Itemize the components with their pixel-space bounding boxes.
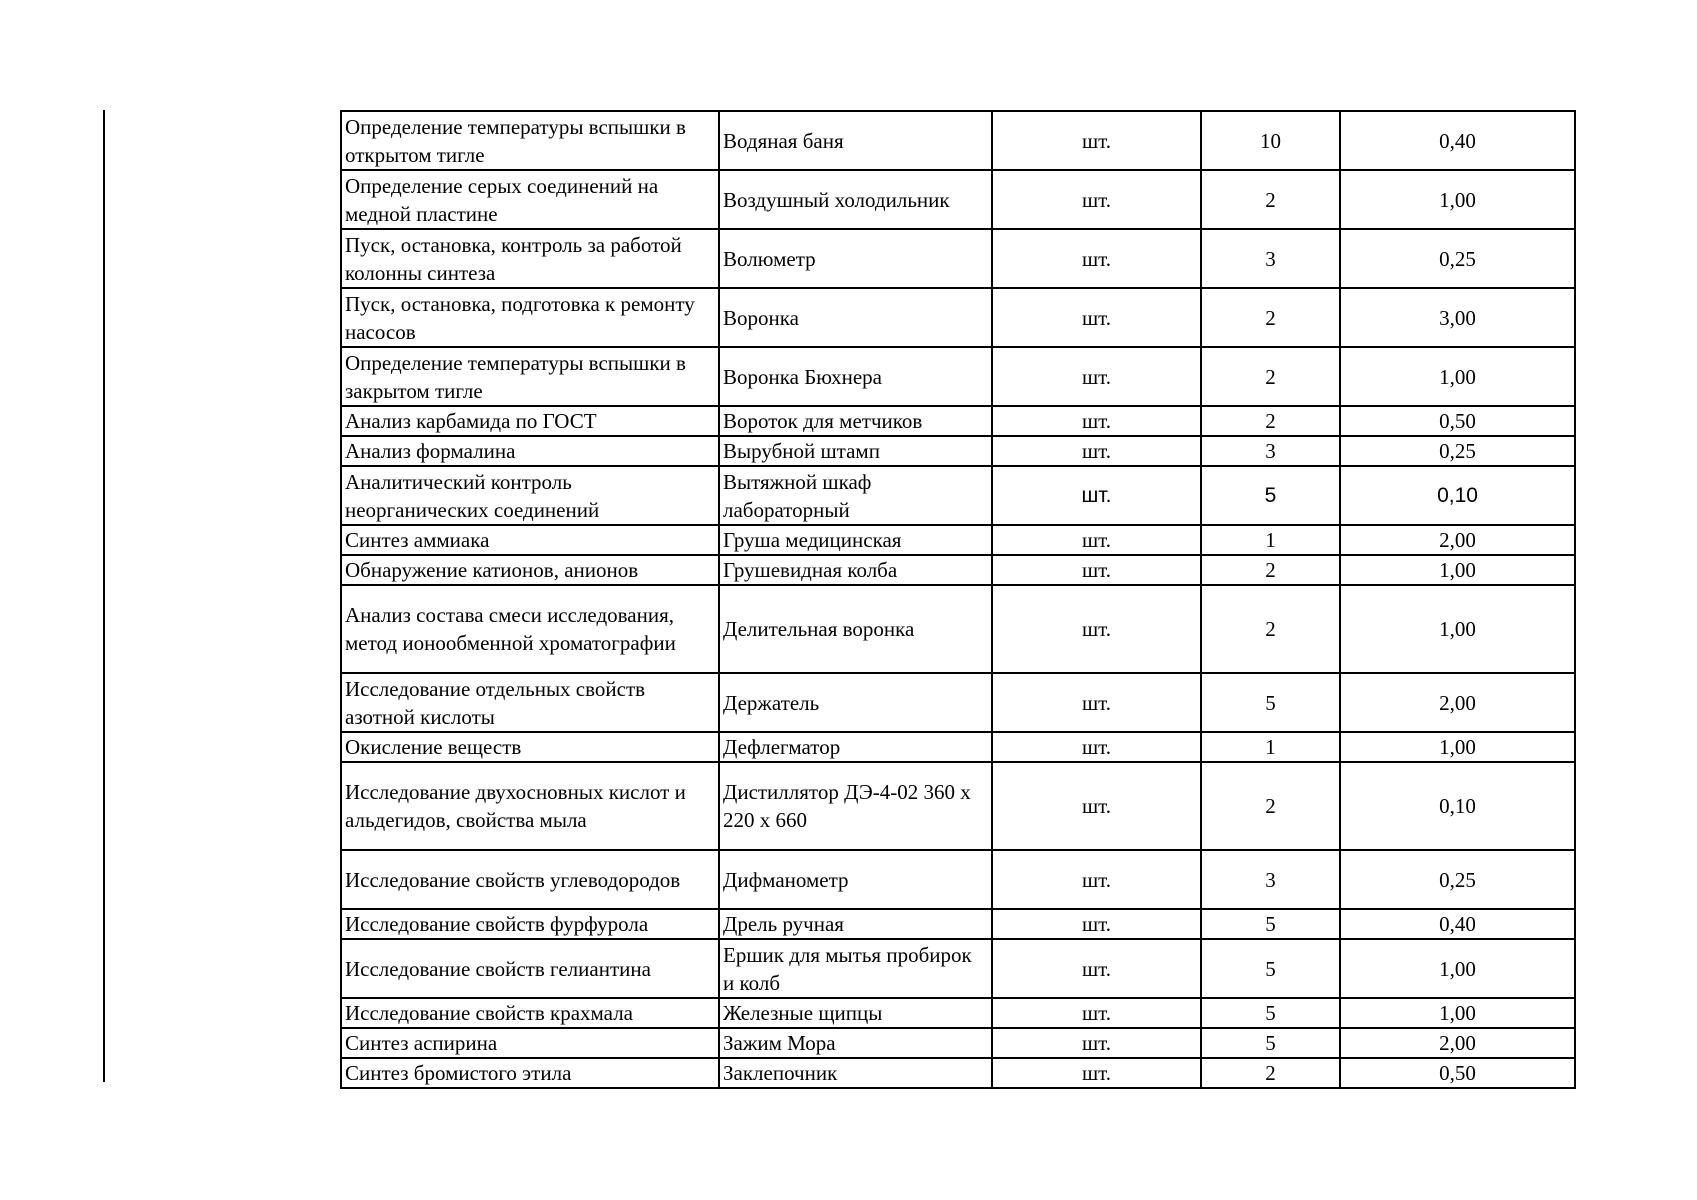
table-row (341, 673, 1575, 732)
qty-cell: 2 (1201, 170, 1340, 229)
unit-cell: шт. (992, 347, 1201, 406)
hours-cell: 2,00 (1340, 673, 1575, 732)
unit-cell: шт. (992, 466, 1201, 525)
hours-cell: 0,40 (1340, 909, 1575, 939)
page-margin-rule (103, 110, 105, 1082)
qty-cell: 2 (1201, 555, 1340, 585)
hours-cell: 1,00 (1340, 939, 1575, 998)
item-cell: Волюметр (719, 229, 992, 288)
unit-cell: шт. (992, 555, 1201, 585)
qty-cell: 5 (1201, 1028, 1340, 1058)
unit-cell: шт. (992, 1058, 1201, 1088)
hours-cell: 0,50 (1340, 1058, 1575, 1088)
qty-cell: 1 (1201, 732, 1340, 762)
work-cell: Обнаружение катионов, анионов (341, 555, 719, 585)
work-cell: Определение температуры вспышки в закрытом тигле (341, 347, 719, 406)
unit-cell: шт. (992, 1028, 1201, 1058)
work-cell: Синтез аспирина (341, 1028, 719, 1058)
hours-cell: 0,50 (1340, 406, 1575, 436)
table-row (341, 850, 1575, 909)
unit-cell: шт. (992, 850, 1201, 909)
item-cell: Воронка Бюхнера (719, 347, 992, 406)
item-cell: Ершик для мытья пробирок и колб (719, 939, 992, 998)
table-row (341, 909, 1575, 939)
hours-cell: 0,25 (1340, 436, 1575, 466)
item-cell: Дрель ручная (719, 909, 992, 939)
unit-cell: шт. (992, 909, 1201, 939)
table-row (341, 939, 1575, 998)
item-cell: Дифманометр (719, 850, 992, 909)
hours-cell: 1,00 (1340, 170, 1575, 229)
item-cell: Зажим Мора (719, 1028, 992, 1058)
work-cell: Определение серых соединений на медной пластине (341, 170, 719, 229)
item-cell: Грушевидная колба (719, 555, 992, 585)
hours-cell: 3,00 (1340, 288, 1575, 347)
item-cell: Воронка (719, 288, 992, 347)
qty-cell: 3 (1201, 436, 1340, 466)
table-row (341, 585, 1575, 673)
table-row (341, 732, 1575, 762)
table-row (341, 229, 1575, 288)
hours-cell: 1,00 (1340, 347, 1575, 406)
item-cell: Железные щипцы (719, 998, 992, 1028)
qty-cell: 3 (1201, 850, 1340, 909)
qty-cell: 2 (1201, 347, 1340, 406)
table-row (341, 347, 1575, 406)
item-cell: Воздушный холодильник (719, 170, 992, 229)
unit-cell: шт. (992, 170, 1201, 229)
item-cell: Делительная воронка (719, 585, 992, 673)
table-row (341, 1058, 1575, 1088)
table-row (341, 466, 1575, 525)
unit-cell: шт. (992, 585, 1201, 673)
work-cell: Синтез бромистого этила (341, 1058, 719, 1088)
item-cell: Дистиллятор ДЭ-4-02 360 х 220 х 660 (719, 762, 992, 850)
hours-cell: 0,40 (1340, 111, 1575, 170)
hours-cell: 2,00 (1340, 525, 1575, 555)
table-row (341, 170, 1575, 229)
qty-cell: 5 (1201, 466, 1340, 525)
table-row (341, 436, 1575, 466)
table-row (341, 555, 1575, 585)
qty-cell: 10 (1201, 111, 1340, 170)
hours-cell: 1,00 (1340, 555, 1575, 585)
table-row (341, 525, 1575, 555)
hours-cell: 0,25 (1340, 850, 1575, 909)
unit-cell: шт. (992, 673, 1201, 732)
qty-cell: 5 (1201, 673, 1340, 732)
work-cell: Исследование отдельных свойств азотной кислоты (341, 673, 719, 732)
work-cell: Исследование свойств гелиантина (341, 939, 719, 998)
work-cell: Анализ состава смеси исследования, метод ионообменной хроматографии (341, 585, 719, 673)
hours-cell: 1,00 (1340, 585, 1575, 673)
item-cell: Вытяжной шкаф лабораторный (719, 466, 992, 525)
qty-cell: 2 (1201, 585, 1340, 673)
hours-cell: 1,00 (1340, 732, 1575, 762)
work-cell: Аналитический контроль неорганических соединений (341, 466, 719, 525)
hours-cell: 2,00 (1340, 1028, 1575, 1058)
unit-cell: шт. (992, 111, 1201, 170)
item-cell: Водяная баня (719, 111, 992, 170)
hours-cell: 0,10 (1340, 466, 1575, 525)
unit-cell: шт. (992, 229, 1201, 288)
hours-cell: 1,00 (1340, 998, 1575, 1028)
qty-cell: 3 (1201, 229, 1340, 288)
work-cell: Определение температуры вспышки в открытом тигле (341, 111, 719, 170)
work-cell: Исследование свойств фурфурола (341, 909, 719, 939)
table-row (341, 111, 1575, 170)
table-row (341, 406, 1575, 436)
item-cell: Заклепочник (719, 1058, 992, 1088)
table-row (341, 1028, 1575, 1058)
unit-cell: шт. (992, 762, 1201, 850)
table-row (341, 998, 1575, 1028)
work-cell: Пуск, остановка, контроль за работой колонны синтеза (341, 229, 719, 288)
qty-cell: 2 (1201, 762, 1340, 850)
qty-cell: 5 (1201, 909, 1340, 939)
unit-cell: шт. (992, 525, 1201, 555)
unit-cell: шт. (992, 406, 1201, 436)
qty-cell: 2 (1201, 406, 1340, 436)
qty-cell: 1 (1201, 525, 1340, 555)
unit-cell: шт. (992, 998, 1201, 1028)
work-cell: Исследование свойств крахмала (341, 998, 719, 1028)
item-cell: Держатель (719, 673, 992, 732)
equipment-table (340, 110, 1576, 1089)
qty-cell: 2 (1201, 288, 1340, 347)
work-cell: Окисление веществ (341, 732, 719, 762)
unit-cell: шт. (992, 939, 1201, 998)
table-row (341, 288, 1575, 347)
item-cell: Груша медицинская (719, 525, 992, 555)
work-cell: Синтез аммиака (341, 525, 719, 555)
work-cell: Анализ карбамида по ГОСТ (341, 406, 719, 436)
unit-cell: шт. (992, 288, 1201, 347)
qty-cell: 2 (1201, 1058, 1340, 1088)
table-row (341, 762, 1575, 850)
item-cell: Дефлегматор (719, 732, 992, 762)
hours-cell: 0,10 (1340, 762, 1575, 850)
work-cell: Пуск, остановка, подготовка к ремонту насосов (341, 288, 719, 347)
qty-cell: 5 (1201, 939, 1340, 998)
item-cell: Вороток для метчиков (719, 406, 992, 436)
item-cell: Вырубной штамп (719, 436, 992, 466)
unit-cell: шт. (992, 732, 1201, 762)
work-cell: Анализ формалина (341, 436, 719, 466)
unit-cell: шт. (992, 436, 1201, 466)
qty-cell: 5 (1201, 998, 1340, 1028)
work-cell: Исследование двухосновных кислот и альдегидов, свойства мыла (341, 762, 719, 850)
hours-cell: 0,25 (1340, 229, 1575, 288)
work-cell: Исследование свойств углеводородов (341, 850, 719, 909)
